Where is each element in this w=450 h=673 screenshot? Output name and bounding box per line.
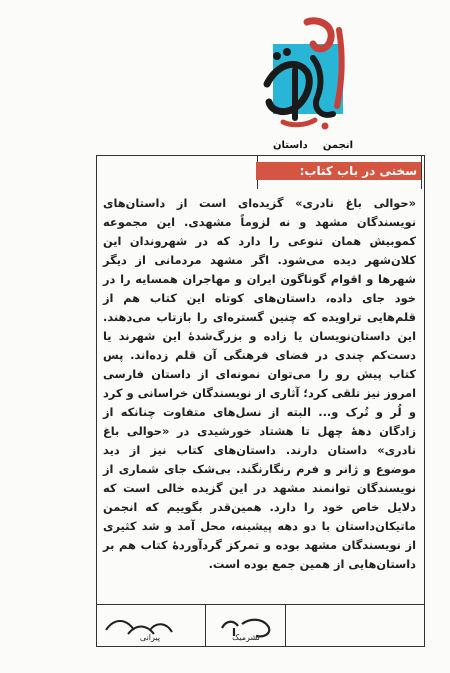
footer-cell-divider [205,604,206,646]
publisher-logo-right-label: پیرانی [139,633,161,642]
publisher-logo-left [210,610,282,642]
logo-label-anjoman: انجمن [322,140,353,151]
footer-cell-divider [285,604,286,646]
frame-divider [421,155,422,189]
footer-divider [96,604,425,605]
publisher-logo-right [100,610,200,642]
logo-label-dastan: داستان [273,140,308,151]
book-description: «حوالی باغ نادری» گزیده‌ای است از داستان‌های نویسندگان مشهد و نه لزوماً مشهدی. این مجموعه کموبیش همان تنوعی را دارد که در شهروندان این کلان‌شهر دیده می‌شود. اگر مشهد مردمانی از دیگر شهرها و اقوام گوناگون ایران و مهاجران همسایه را در خود جای داده، داستان‌های کوتاه این کتاب هم از قلم‌هایی تراویده که چنین گستره‌ای را بازتاب می‌دهند. این داستان‌نویسان یا زاده و بزرگ‌شدهٔ این شهرند یا دست‌کم چندی در فضای فرهنگی آن قلم زده‌اند. پس کتاب پیش رو را می‌توان نمونه‌ای از داستان فارسی امروز نیز تلقی کرد؛ آثاری از نویسندگان خراسانی و کرد و لُر و تُرک و... البته از نسل‌های متفاوت چنانکه از زادگان دههٔ چهل تا هشتاد خورشیدی در «حوالی باغ نادری» داستان دارند. داستان‌های کتاب نیز از دید موضوع و ژانر و فرم رنگارنگند. بی‌شک جای شماری از نویسندگان توانمند مشهد در این گزیده خالی است که دلایل خاص خود را دارد. همین‌قدر بگوییم که انجمن ماتیکان‌داستان با دو دهه پیشینه، محل آمد و شد کثیری از نویسندگان مشهد بوده و تمرکز گردآوردهٔ کتاب هم بر داستان‌هایی از همین جمع بوده است. [103,196,416,571]
publisher-logo-left-label: نشرمیک [232,633,260,642]
matikan-logo [247,14,359,154]
section-heading: سخنی در باب کتاب: [256,162,421,180]
matikan-logo-mark [247,14,359,138]
